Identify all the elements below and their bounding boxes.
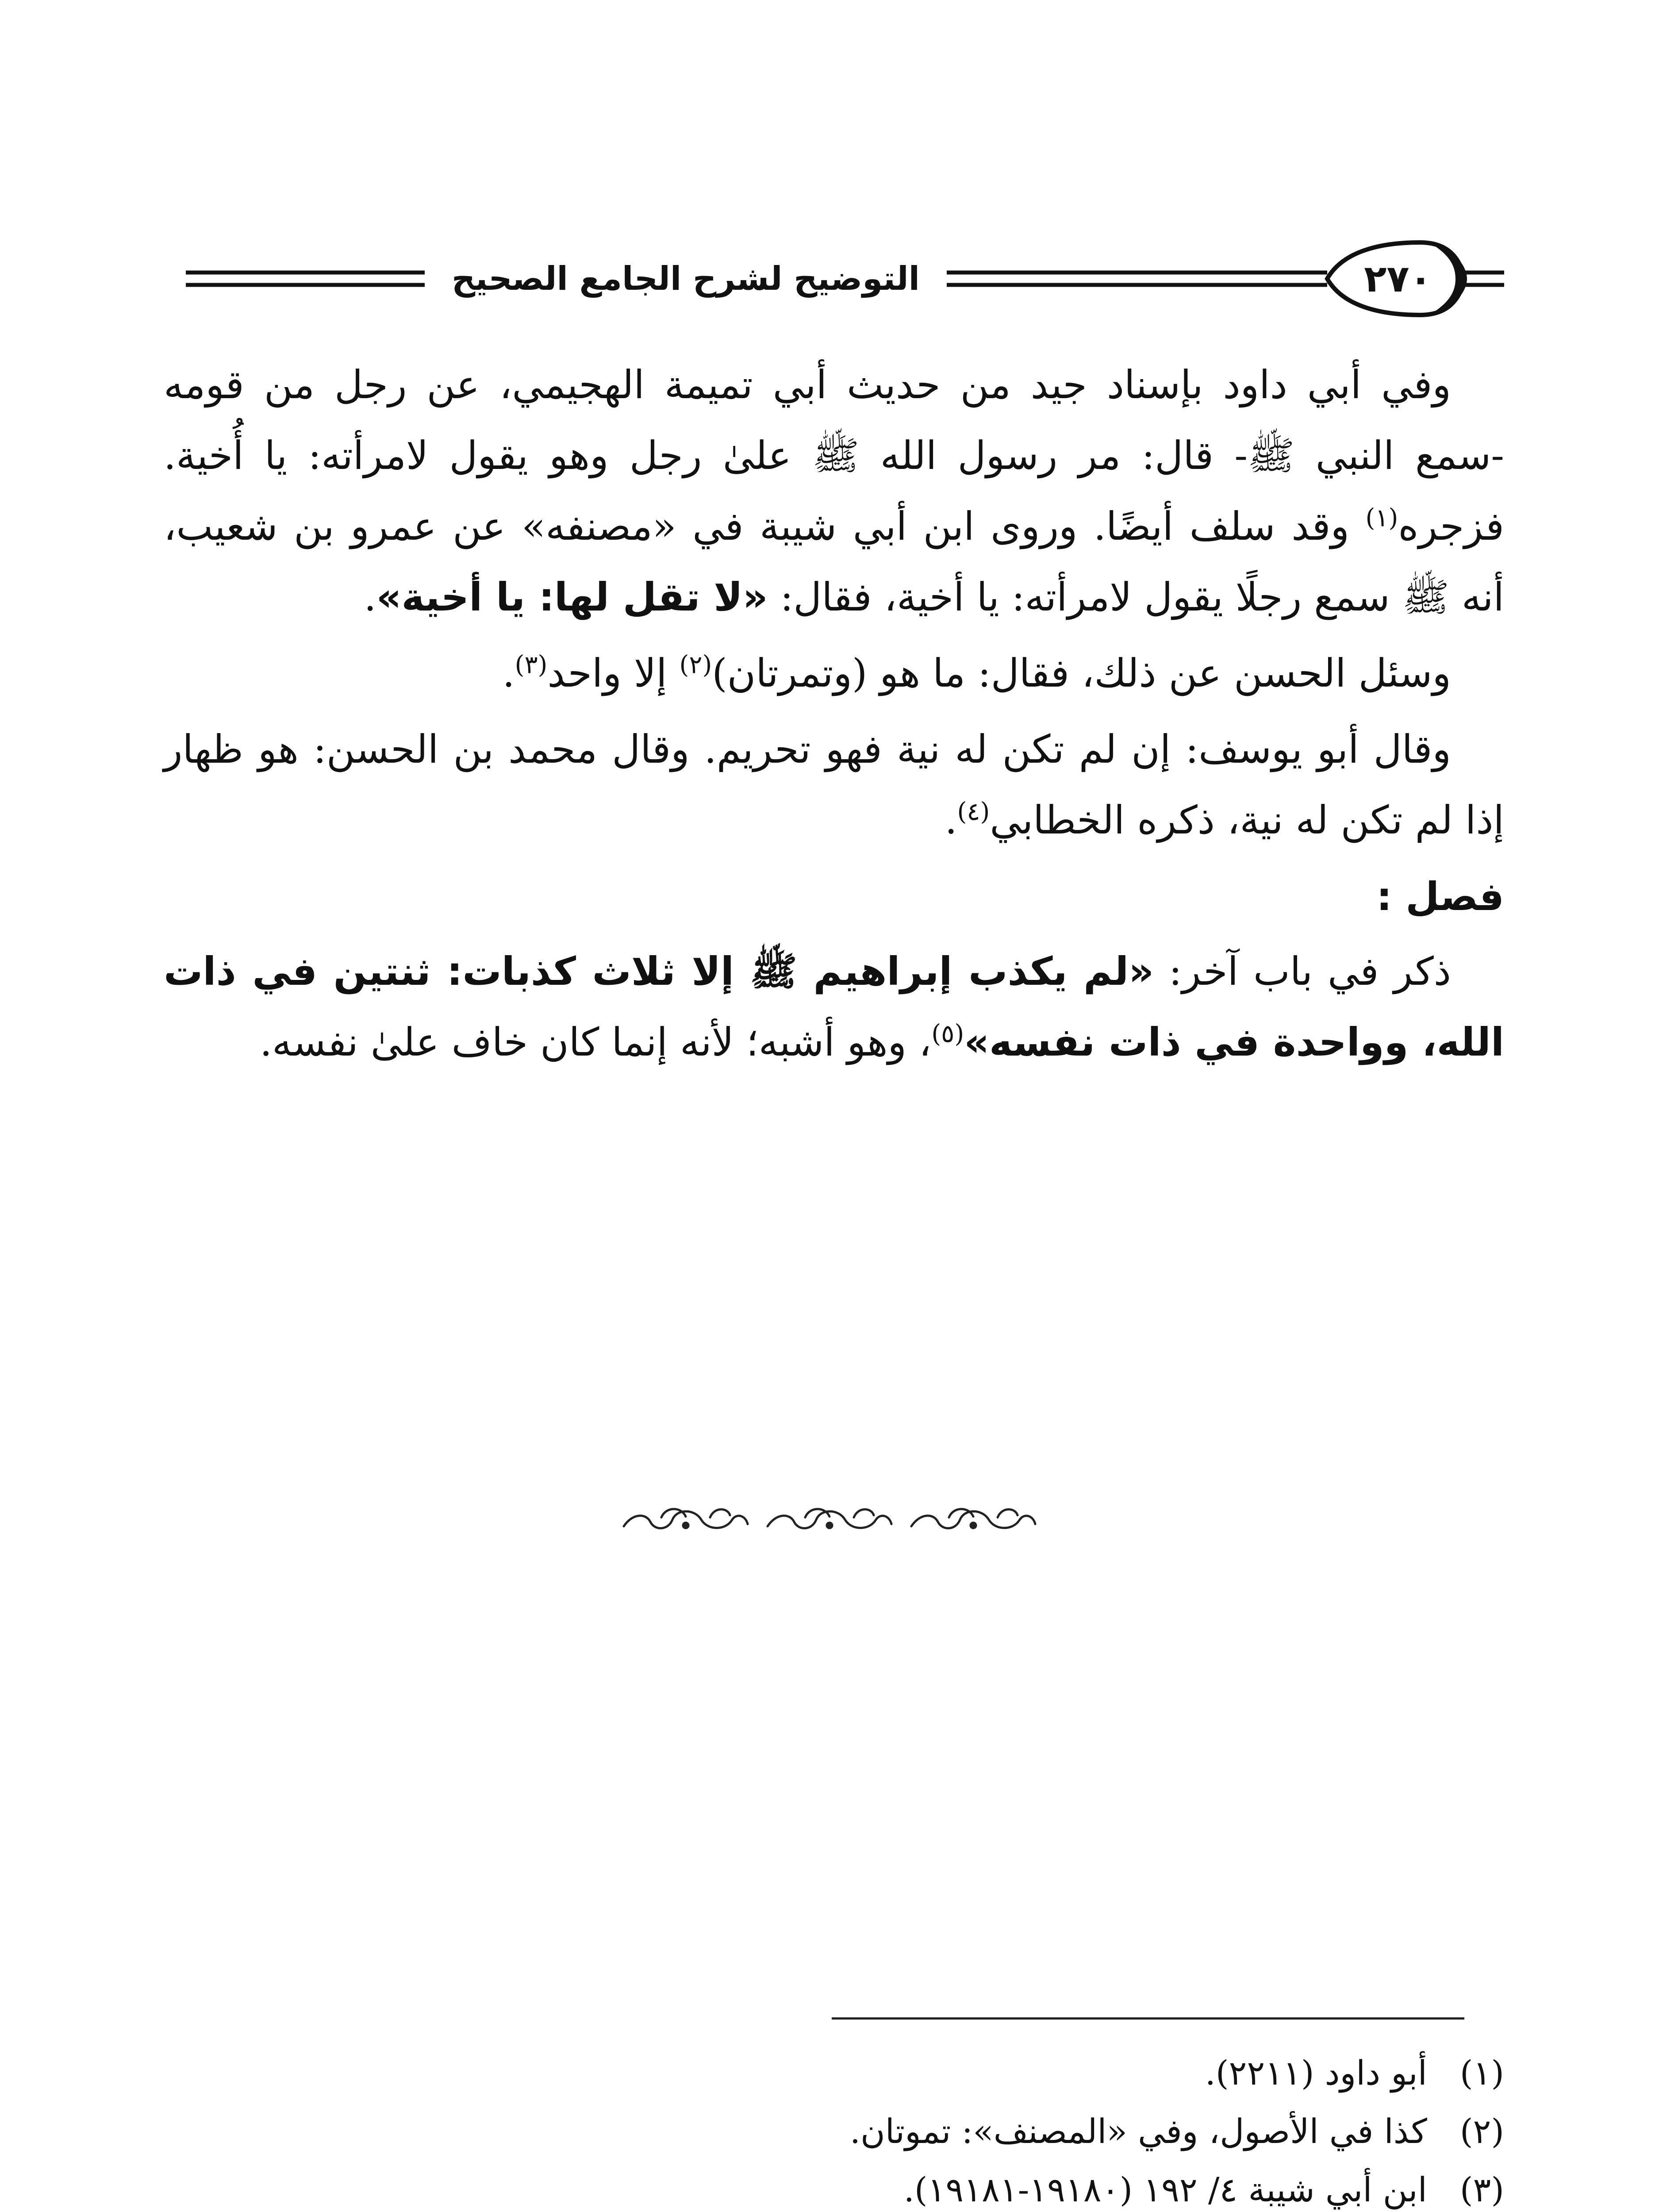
footnote-number: (١) (1459, 2053, 1504, 2093)
paragraph: ذكر في باب آخر: «لم يكذب إبراهيم ﷺ إلا ثلاث كذبات: ثنتين في ذات الله، وواحدة في ذات نفسه»$^{(٥)}$، وهو أشبه؛ لأنه إنما كان خاف علىٰ نفسه. (164, 949, 1504, 1065)
footnote-separator (832, 2017, 1464, 2020)
footnote-ref: (١) (1365, 503, 1398, 533)
section-heading: فصل : (1376, 874, 1504, 919)
footnote-number: (٣) (1459, 2170, 1504, 2209)
ornament-divider-icon (611, 1500, 1053, 1540)
footnote-item (398, 2044, 1504, 2102)
footnote-text: كذا في الأصول، وفي «المصنف»: تموتان. (849, 2112, 1427, 2151)
footnotes (398, 2044, 1504, 2212)
running-title: التوضيح لشرح الجامع الصحيح (438, 257, 933, 301)
running-header (159, 230, 1504, 327)
footnote-text: أبو داود (٢٢١١). (1205, 2053, 1427, 2093)
footnote-ref: (٣) (515, 650, 548, 680)
footnote-ref: (٢) (679, 650, 712, 680)
hadith-quote: «لا تقل لها: يا أخية» (376, 574, 768, 620)
footnote-ref: (٤) (957, 797, 990, 826)
page-number: ٢٧٠ (1364, 257, 1432, 300)
paragraph: وسئل الحسن عن ذلك، فقال: ما هو (وتمرتان)$^{(٢)}$ إلا واحد$^{(٣)}$. (502, 650, 1451, 696)
footnote-item (398, 2161, 1504, 2212)
paragraph: وفي أبي داود بإسناد جيد من حديث أبي تميمة الهجيمي، عن رجل من قومه -سمع النبي ﷺ- قال: مر رسول الله ﷺ علىٰ رجل وهو يقول لامرأته: يا أُخية. فزجره$^{(١)}$ وقد سلف أيضًا. وروى ابن أبي شيبة في «مصنفه» عن عمرو بن شعيب، أنه ﷺ سمع رجلًا يقول لامرأته: يا أخية، فقال: «لا تقل لها: يا أخية». (164, 362, 1505, 620)
footnote-number: (٢) (1459, 2112, 1504, 2151)
hadith-quote: «لم يكذب إبراهيم ﷺ إلا ثلاث كذبات: ثنتين في ذات الله، وواحدة في ذات نفسه» (164, 949, 1504, 1065)
main-text (164, 349, 1504, 1083)
footnote-ref: (٥) (931, 1019, 964, 1048)
footnote-item (398, 2102, 1504, 2161)
paragraph: وقال أبو يوسف: إن لم تكن له نية فهو تحريم. وقال محمد بن الحسن: هو ظهار إذا لم تكن له نية، ذكره الخطابي$^{(٤)}$. (164, 726, 1504, 843)
footnote-text: ابن أبي شيبة ٤/ ١٩٢ (١٩١٨٠-١٩١٨١). (903, 2170, 1427, 2209)
